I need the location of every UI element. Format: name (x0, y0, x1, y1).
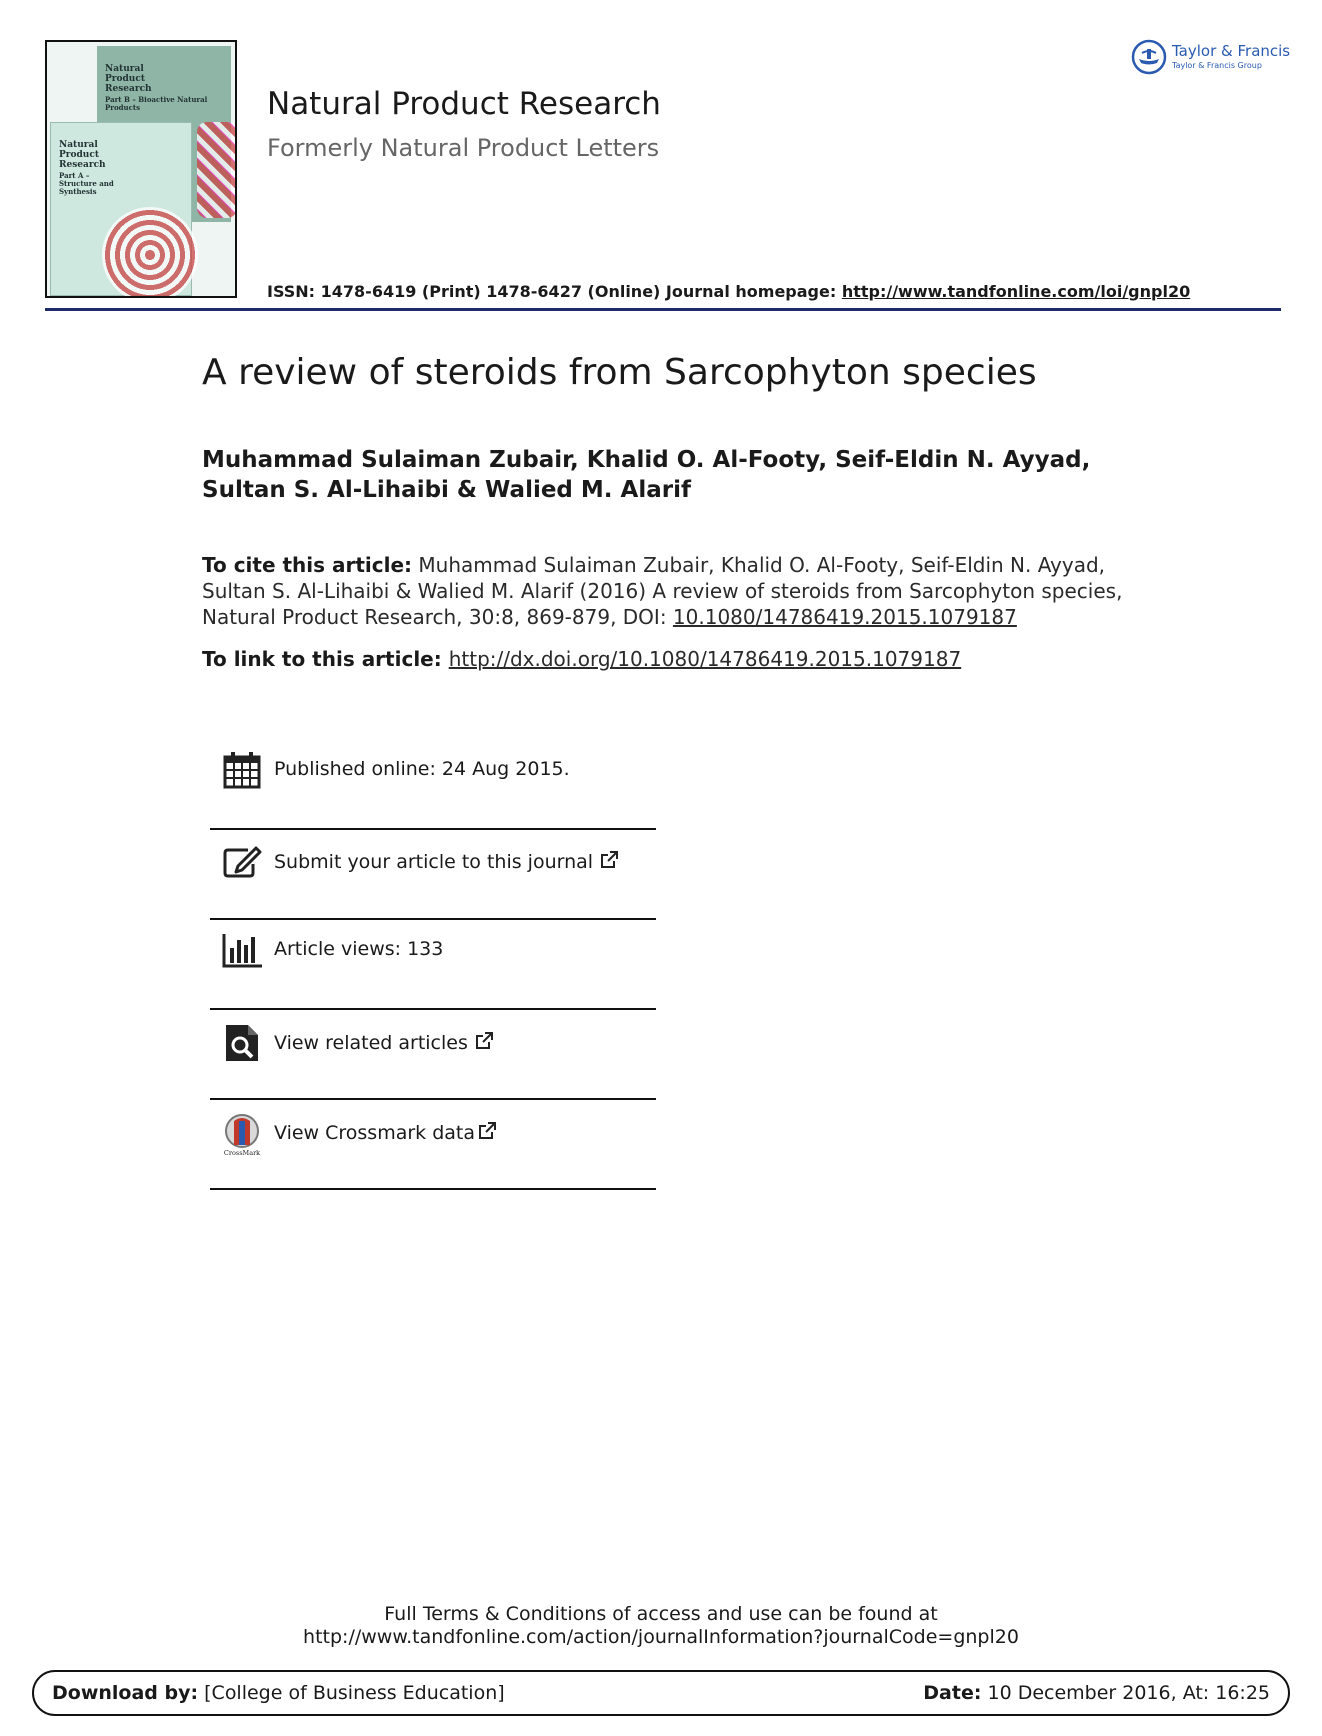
external-link-icon (474, 1031, 494, 1051)
document-search-icon (222, 1023, 262, 1063)
article-views-text: Article views: 133 (274, 938, 444, 960)
crossmark-icon (222, 1113, 262, 1157)
download-by (52, 1682, 505, 1704)
journal-homepage-link[interactable]: http://www.tandfonline.com/loi/gnpl20 (841, 282, 1191, 301)
cover-front-part: Part A – Structure and Synthesis (59, 171, 114, 196)
bar-chart-icon (222, 930, 262, 970)
published-online-text: Published online: 24 Aug 2015. (274, 758, 570, 780)
citation-text: Muhammad Sulaiman Zubair, Khalid O. Al-Footy, Seif-Eldin N. Ayyad, Sultan S. Al-Lihaibi & Walied M. Alarif (2016) A review of steroids from Sarcophyton species, Natural Product Research, 30:8, 869-879, DOI: (202, 553, 1123, 629)
external-link-icon (599, 850, 619, 870)
divider (210, 1098, 656, 1100)
article-views-row (210, 922, 656, 1010)
publisher-logo (1130, 38, 1290, 78)
citation-doi-link[interactable]: 10.1080/14786419.2015.1079187 (672, 605, 1017, 629)
crossmark-row[interactable] (210, 1105, 656, 1193)
journal-subtitle: Formerly Natural Product Letters (267, 134, 660, 162)
journal-title: Natural Product Research (267, 86, 661, 122)
divider (210, 918, 656, 920)
header-divider (45, 308, 1281, 311)
publisher-name: Taylor & Francis (1172, 42, 1291, 60)
cover-back-part: Part B – Bioactive Natural Products (105, 95, 208, 112)
cover-protein-graphic-large (102, 207, 198, 298)
publisher-group: Taylor & Francis Group (1172, 61, 1262, 70)
download-date (923, 1682, 1270, 1704)
edit-icon (222, 842, 262, 882)
related-articles-text: View related articles (274, 1032, 468, 1054)
related-articles-row[interactable] (210, 1015, 656, 1103)
publisher-logo-icon (1130, 38, 1168, 76)
download-date-value: 10 December 2016, At: 16:25 (981, 1682, 1270, 1704)
article-link-label: To link to this article: (202, 647, 449, 671)
citation-block (202, 552, 1162, 630)
terms-line-1: Full Terms & Conditions of access and use can be found at (384, 1603, 938, 1625)
download-info-bar (32, 1670, 1290, 1716)
related-articles-link[interactable] (274, 1031, 494, 1054)
submit-article-text: Submit your article to this journal (274, 851, 594, 873)
external-link-icon (477, 1121, 497, 1141)
crossmark-text: View Crossmark data (274, 1122, 476, 1144)
cover-back-title: Natural Product Research (105, 64, 152, 94)
submit-article-link[interactable] (274, 850, 619, 873)
download-date-label: Date: (923, 1682, 982, 1704)
article-title: A review of steroids from Sarcophyton species (202, 352, 1037, 393)
download-by-label: Download by: (52, 1682, 199, 1704)
journal-cover-image (45, 40, 237, 298)
divider (210, 1188, 656, 1190)
calendar-icon (222, 750, 262, 790)
divider (210, 1008, 656, 1010)
citation-label: To cite this article: (202, 553, 413, 577)
cover-protein-graphic (197, 122, 237, 218)
cover-front-title: Natural Product Research (59, 140, 106, 170)
crossmark-link[interactable] (274, 1121, 497, 1144)
download-by-value: [College of Business Education] (198, 1682, 505, 1704)
divider (210, 828, 656, 830)
article-authors: Muhammad Sulaiman Zubair, Khalid O. Al-Footy, Seif-Eldin N. Ayyad, Sultan S. Al-Lihaibi & Walied M. Alarif (202, 447, 1091, 503)
published-online-row (210, 742, 656, 830)
crossmark-badge-text: CrossMark (223, 1149, 261, 1157)
article-link-line (202, 647, 961, 671)
submit-article-row[interactable] (210, 834, 656, 922)
issn-text: ISSN: 1478-6419 (Print) 1478-6427 (Online) Journal homepage: (267, 282, 842, 301)
terms-url[interactable]: http://www.tandfonline.com/action/journalInformation?journalCode=gnpl20 (303, 1626, 1019, 1648)
article-doi-link[interactable]: http://dx.doi.org/10.1080/14786419.2015.1079187 (448, 647, 962, 671)
issn-line (267, 282, 1190, 301)
terms-and-conditions (0, 1603, 1322, 1649)
